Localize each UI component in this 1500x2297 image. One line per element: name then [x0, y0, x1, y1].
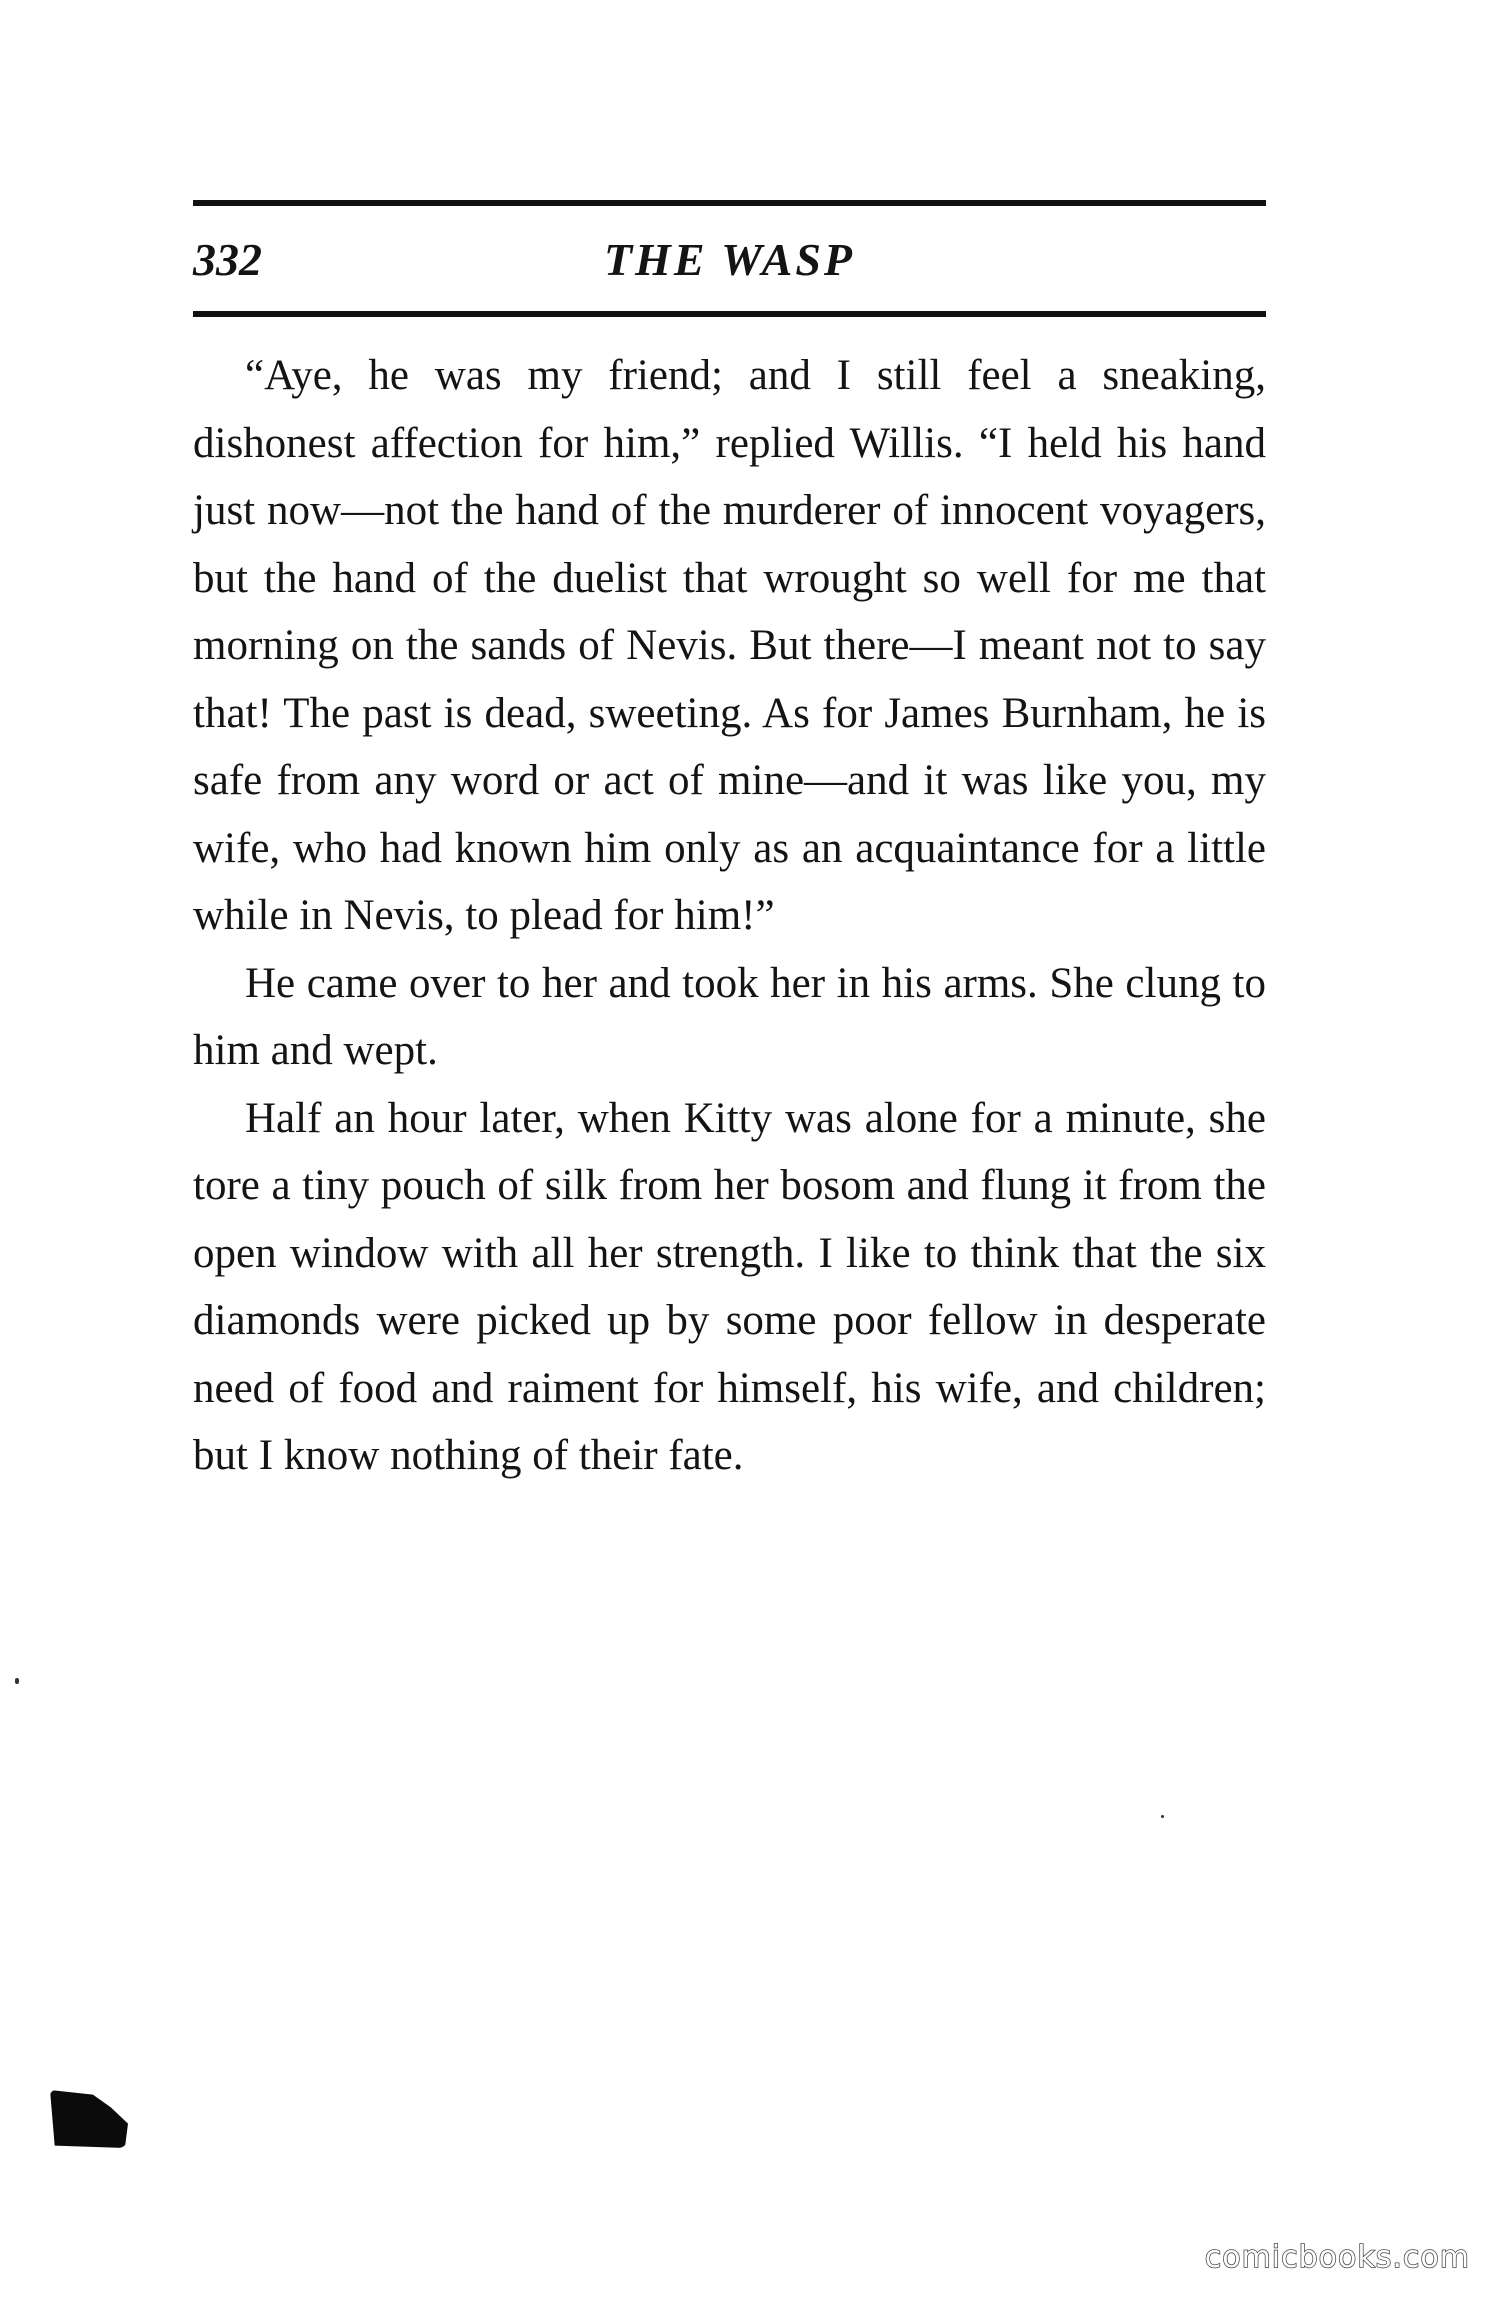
header-rule-bottom [193, 311, 1266, 317]
paragraph-3: Half an hour later, when Kitty was alone for a minute, she tore a tiny pouch of silk from her bosom and flung it from the open window with all her strength. I like to think that the six diamonds were picked up by some poor fellow in desperate need of food and raiment for himself, his wife, and children; but I know nothing of their fate. [193, 1094, 1266, 1479]
paragraph-2: He came over to her and took her in his arms. She clung to him and wept. [193, 959, 1266, 1074]
watermark: comicbooks.com [1204, 2240, 1470, 2275]
running-head [193, 228, 1266, 292]
paragraph-1: “Aye, he was my friend; and I still feel a sneaking, dishonest affection for him,” replied Willis. “I held his hand just now—not the hand of the murderer of innocent voyagers, but the hand of the duelist that wrought so well for me that morning on the sands of Nevis. But there—I meant not to say that! The past is dead, sweeting. As for James Burnham, he is safe from any word or act of mine—and it was like you, my wife, who had known him only as an acquaintance for a little while in Nevis, to plead for him!” [193, 352, 1266, 939]
page-number: 332 [193, 234, 262, 285]
scan-speck [15, 1678, 19, 1684]
scan-ink-blot [50, 2090, 128, 2148]
scan-speck [1161, 1815, 1164, 1818]
header-rule-top [193, 200, 1266, 206]
running-title: THE WASP [603, 234, 856, 285]
body-text [193, 342, 1266, 1490]
